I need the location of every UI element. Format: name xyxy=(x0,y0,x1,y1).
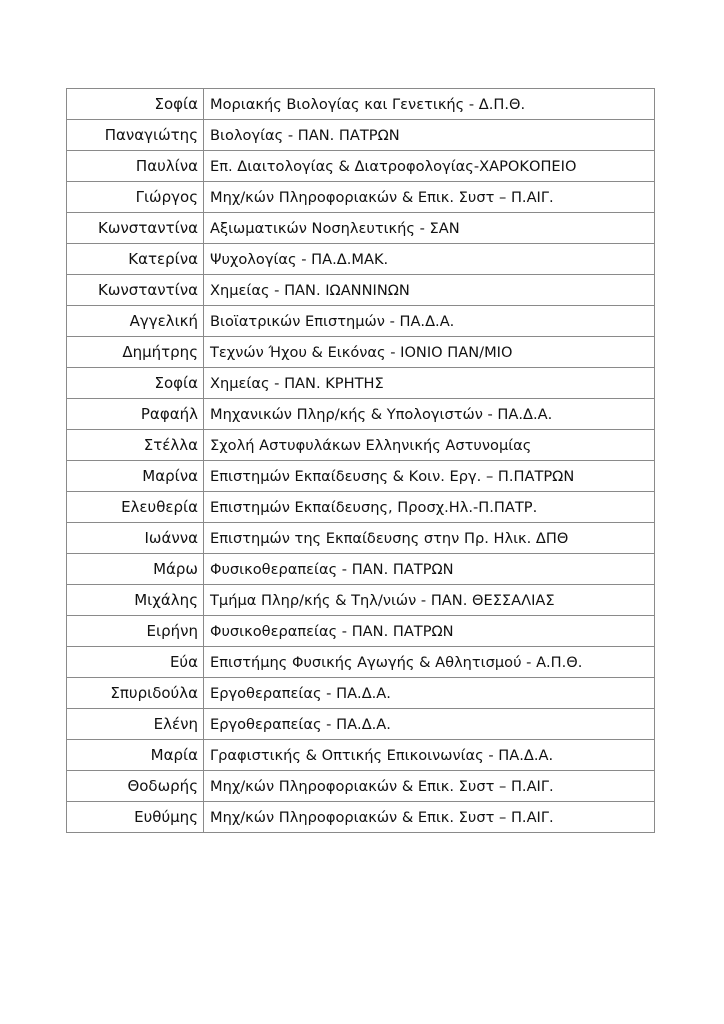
student-name-cell: Ευθύμης xyxy=(67,802,204,833)
table-row xyxy=(67,616,655,647)
student-name-cell: Ειρήνη xyxy=(67,616,204,647)
table-row xyxy=(67,585,655,616)
document-page xyxy=(66,88,655,833)
department-cell: Μηχ/κών Πληροφοριακών & Επικ. Συστ – Π.ΑΙΓ. xyxy=(204,802,655,833)
department-cell: Εργοθεραπείας - ΠΑ.Δ.Α. xyxy=(204,678,655,709)
student-name-cell: Μιχάλης xyxy=(67,585,204,616)
student-name-cell: Μαρίνα xyxy=(67,461,204,492)
table-row xyxy=(67,399,655,430)
department-cell: Επ. Διαιτολογίας & Διατροφολογίας-ΧΑΡΟΚΟΠΕΙΟ xyxy=(204,151,655,182)
table-row xyxy=(67,740,655,771)
student-name-cell: Ραφαήλ xyxy=(67,399,204,430)
department-cell: Μοριακής Βιολογίας και Γενετικής - Δ.Π.Θ. xyxy=(204,89,655,120)
table-row xyxy=(67,368,655,399)
table-row xyxy=(67,709,655,740)
student-name-cell: Στέλλα xyxy=(67,430,204,461)
department-cell: Χημείας - ΠΑΝ. ΙΩΑΝΝΙΝΩΝ xyxy=(204,275,655,306)
department-cell: Φυσικοθεραπείας - ΠΑΝ. ΠΑΤΡΩΝ xyxy=(204,554,655,585)
student-name-cell: Κατερίνα xyxy=(67,244,204,275)
student-name-cell: Ελένη xyxy=(67,709,204,740)
table-row xyxy=(67,182,655,213)
department-cell: Τμήμα Πληρ/κής & Τηλ/νιών - ΠΑΝ. ΘΕΣΣΑΛΙΑΣ xyxy=(204,585,655,616)
student-name-cell: Κωνσταντίνα xyxy=(67,213,204,244)
table-row xyxy=(67,461,655,492)
student-name-cell: Σοφία xyxy=(67,368,204,399)
department-cell: Φυσικοθεραπείας - ΠΑΝ. ΠΑΤΡΩΝ xyxy=(204,616,655,647)
table-row xyxy=(67,337,655,368)
department-cell: Βιοϊατρικών Επιστημών - ΠΑ.Δ.Α. xyxy=(204,306,655,337)
student-name-cell: Παναγιώτης xyxy=(67,120,204,151)
student-name-cell: Αγγελική xyxy=(67,306,204,337)
department-cell: Ψυχολογίας - ΠΑ.Δ.ΜΑΚ. xyxy=(204,244,655,275)
table-row xyxy=(67,647,655,678)
department-cell: Επιστημών της Εκπαίδευσης στην Πρ. Ηλικ. ΔΠΘ xyxy=(204,523,655,554)
department-cell: Γραφιστικής & Οπτικής Επικοινωνίας - ΠΑ.Δ.Α. xyxy=(204,740,655,771)
student-name-cell: Θοδωρής xyxy=(67,771,204,802)
student-name-cell: Σοφία xyxy=(67,89,204,120)
department-cell: Αξιωματικών Νοσηλευτικής - ΣΑΝ xyxy=(204,213,655,244)
department-cell: Σχολή Αστυφυλάκων Ελληνικής Αστυνομίας xyxy=(204,430,655,461)
results-table-body xyxy=(67,89,655,833)
student-name-cell: Μαρία xyxy=(67,740,204,771)
table-row xyxy=(67,89,655,120)
department-cell: Εργοθεραπείας - ΠΑ.Δ.Α. xyxy=(204,709,655,740)
department-cell: Επιστημών Εκπαίδευσης, Προσχ.Ηλ.-Π.ΠΑΤΡ. xyxy=(204,492,655,523)
table-row xyxy=(67,492,655,523)
table-row xyxy=(67,678,655,709)
table-row xyxy=(67,523,655,554)
table-row xyxy=(67,306,655,337)
table-row xyxy=(67,244,655,275)
student-name-cell: Ιωάννα xyxy=(67,523,204,554)
department-cell: Τεχνών Ήχου & Εικόνας - ΙΟΝΙΟ ΠΑΝ/ΜΙΟ xyxy=(204,337,655,368)
student-name-cell: Ελευθερία xyxy=(67,492,204,523)
department-cell: Μηχανικών Πληρ/κής & Υπολογιστών - ΠΑ.Δ.Α. xyxy=(204,399,655,430)
table-row xyxy=(67,120,655,151)
table-row xyxy=(67,213,655,244)
student-name-cell: Σπυριδούλα xyxy=(67,678,204,709)
student-name-cell: Γιώργος xyxy=(67,182,204,213)
table-row xyxy=(67,275,655,306)
department-cell: Επιστήμης Φυσικής Αγωγής & Αθλητισμού - Α.Π.Θ. xyxy=(204,647,655,678)
table-row xyxy=(67,802,655,833)
department-cell: Επιστημών Εκπαίδευσης & Κοιν. Εργ. – Π.ΠΑΤΡΩΝ xyxy=(204,461,655,492)
student-name-cell: Παυλίνα xyxy=(67,151,204,182)
student-name-cell: Μάρω xyxy=(67,554,204,585)
table-row xyxy=(67,430,655,461)
table-row xyxy=(67,771,655,802)
student-name-cell: Δημήτρης xyxy=(67,337,204,368)
table-row xyxy=(67,554,655,585)
department-cell: Μηχ/κών Πληροφοριακών & Επικ. Συστ – Π.ΑΙΓ. xyxy=(204,182,655,213)
department-cell: Μηχ/κών Πληροφοριακών & Επικ. Συστ – Π.ΑΙΓ. xyxy=(204,771,655,802)
student-name-cell: Κωνσταντίνα xyxy=(67,275,204,306)
results-table xyxy=(66,88,655,833)
student-name-cell: Εύα xyxy=(67,647,204,678)
table-row xyxy=(67,151,655,182)
department-cell: Χημείας - ΠΑΝ. ΚΡΗΤΗΣ xyxy=(204,368,655,399)
department-cell: Βιολογίας - ΠΑΝ. ΠΑΤΡΩΝ xyxy=(204,120,655,151)
